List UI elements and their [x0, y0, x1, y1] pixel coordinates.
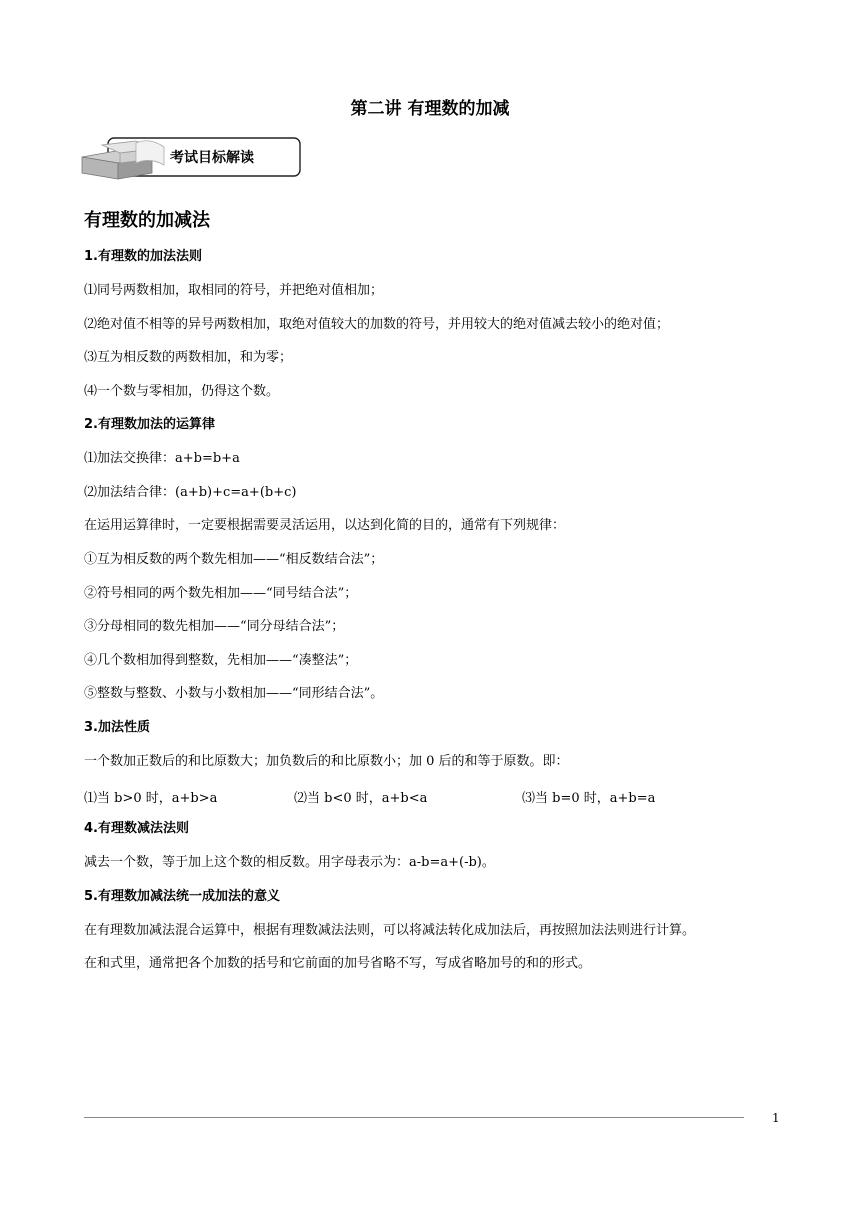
- page-title: 第二讲 有理数的加减: [350, 99, 510, 119]
- section-heading: 有理数的加减法: [84, 210, 210, 231]
- paragraph: 在有理数加减法混合运算中，根据有理数减法法则，可以将减法转化成加法后，再按照加法法则进行计算。: [84, 923, 696, 938]
- page-number: 1: [772, 1111, 780, 1125]
- subheading-addition-laws: 2.有理数加法的运算律: [84, 417, 215, 432]
- footer-rule: [84, 1117, 744, 1118]
- list-item: ⑷一个数与零相加，仍得这个数。: [84, 384, 280, 399]
- property-case: ⑴当 b>0 时，a+b>a: [84, 791, 218, 806]
- list-item: ④几个数相加得到整数，先相加——“凑整法”；: [84, 653, 358, 668]
- subheading-subtraction-rule: 4.有理数减法法则: [84, 821, 189, 836]
- property-case: ⑵当 b<0 时，a+b<a: [294, 791, 428, 806]
- subheading-addition-properties: 3.加法性质: [84, 720, 150, 735]
- list-item: ⑴加法交换律：a+b=b+a: [84, 451, 240, 466]
- list-item: ⑶互为相反数的两数相加，和为零；: [84, 350, 293, 365]
- paragraph: 在和式里，通常把各个加数的括号和它前面的加号省略不写，写成省略加号的和的形式。: [84, 956, 592, 971]
- banner-label: 考试目标解读: [170, 150, 254, 166]
- list-item: ①互为相反数的两个数先相加——“相反数结合法”；: [84, 552, 384, 567]
- list-item: ②符号相同的两个数先相加——“同号结合法”；: [84, 586, 358, 601]
- property-case: ⑶当 b=0 时，a+b=a: [522, 791, 656, 806]
- subheading-unify-addition: 5.有理数加减法统一成加法的意义: [84, 889, 280, 904]
- paragraph: 一个数加正数后的和比原数大；加负数后的和比原数小；加 0 后的和等于原数。即：: [84, 754, 569, 769]
- paragraph: 减去一个数，等于加上这个数的相反数。用字母表示为：a-b=a+(-b)。: [84, 855, 495, 870]
- list-item: ⑵加法结合律：(a+b)+c=a+(b+c): [84, 485, 297, 500]
- list-item: ⑴同号两数相加，取相同的符号，并把绝对值相加；: [84, 283, 384, 298]
- list-item: ⑤整数与整数、小数与小数相加——“同形结合法”。: [84, 686, 384, 701]
- list-item: ⑵绝对值不相等的异号两数相加，取绝对值较大的加数的符号，并用较大的绝对值减去较小的绝对值；: [84, 317, 670, 332]
- subheading-addition-rules: 1.有理数的加法法则: [84, 249, 202, 264]
- paragraph: 在运用运算律时，一定要根据需要灵活运用，以达到化简的目的，通常有下列规律：: [84, 518, 566, 533]
- list-item: ③分母相同的数先相加——“同分母结合法”；: [84, 619, 345, 634]
